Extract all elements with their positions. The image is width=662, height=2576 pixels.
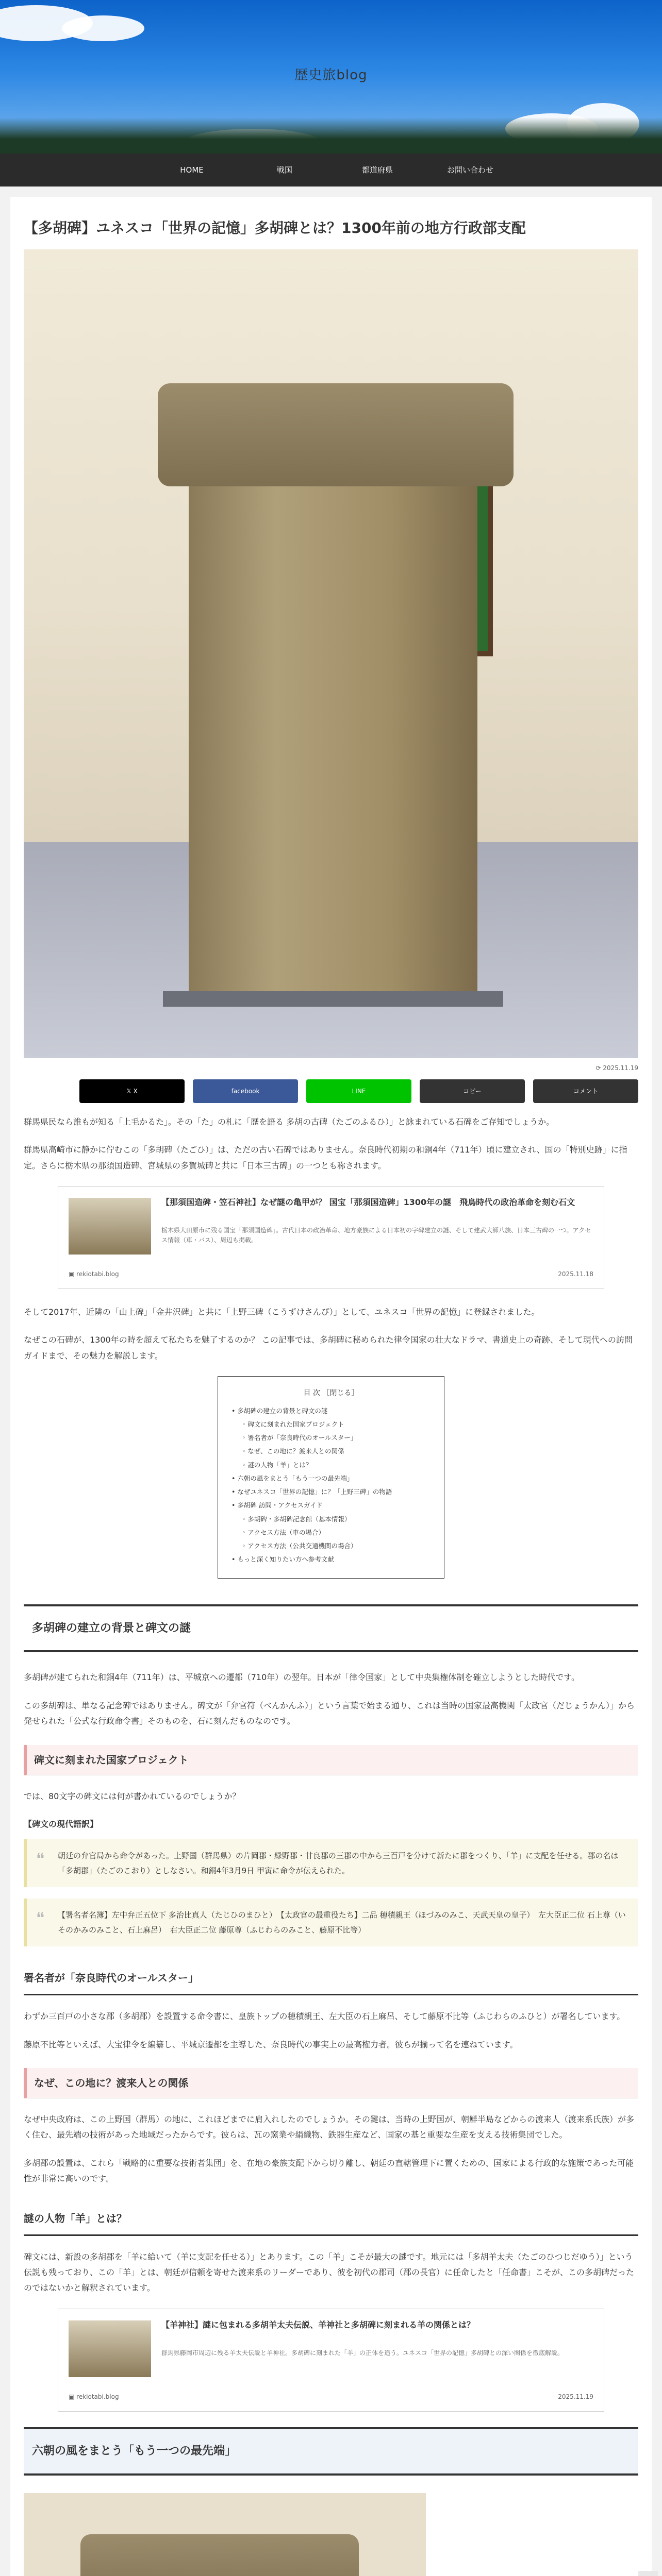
quote-block: ❝ 朝廷の弁官局から命令があった。上野国（群馬県）の片岡郡・緑野郡・甘良郡の三郡の中から三百戸を分けて新たに郡をつくり、「羊」に支配を任せる。郡の名は「多胡郡」（たごのこおり）としなさい。和銅4年3月9日 甲寅に命令が伝えられた。	[24, 1839, 638, 1887]
back-to-top-button[interactable]	[638, 2571, 658, 2576]
post-date: ⟳ 2025.11.19	[595, 1064, 638, 1072]
section-paragraph: なぜ中央政府は、この上野国（群馬）の地に、これほどまでに肩入れしたのでしょうか。その鍵は、当時の上野国が、朝鮮半島などからの渡来人（渡来系氏族）が多く住む、最先端の技術があった地域だったからです。彼らは、瓦の窯業や絹織物、鉄器生産など、国家の基と重要な生産を支える技術集団でした。	[24, 2114, 635, 2140]
paragraph-why: なぜこの石碑が、1300年の時を超えて私たちを魅了するのか？ この記事では、多胡碑に秘められた律令国家の壮大なドラマ、書道史上の奇跡、そして現代への訪問ガイドまで、その魅力を解説します。	[24, 1335, 633, 1361]
page-title: 【多胡碑】ユネスコ「世界の記憶」多胡碑とは？1300年前の地方行政部支配	[24, 219, 526, 236]
section-paragraph: 多胡碑が建てられた和銅4年（711年）は、平城京への遷都（710年）の翌年。日本が「律令国家」として中央集権体制を確立しようとした時代です。	[24, 1672, 580, 1683]
related-post-excerpt: 群馬県藤岡市周辺に残る羊太夫伝説と羊神社。多胡碑に刻まれた「羊」の正体を追う。ユネスコ「世界の記憶」多胡碑との深い関係を徹底解説。	[161, 2349, 564, 2357]
related-post-thumbnail	[69, 2320, 151, 2377]
toc-item[interactable]: ◦ 碑文に刻まれた国家プロジェクト	[231, 1418, 431, 1431]
section-paragraph: 藤原不比等といえば、大宝律令を編纂し、平城京遷都を主導した、奈良時代の事実上の最高権力者。彼らが揃って名を連ねています。	[24, 2039, 518, 2049]
section-heading: 六朝の風をまとう「もう一つの最先端」	[24, 2427, 638, 2476]
related-post-site: ▣ rekiotabi.blog	[69, 1270, 119, 1278]
toc-item[interactable]: • 六朝の風をまとう「もう一つの最先端」	[231, 1472, 431, 1485]
toc-item[interactable]: ◦ 多胡碑・多胡碑記念館（基本情報）	[231, 1513, 431, 1526]
nav-prefectures[interactable]: 都道府県	[361, 165, 393, 175]
toc-item[interactable]: • もっと深く知りたい方へ参考文献	[231, 1553, 431, 1566]
nav-sengoku[interactable]: 戦国	[276, 165, 292, 175]
subsection-heading: 謎の人物「羊」とは？	[24, 2202, 638, 2236]
section-paragraph: わずか三百戸の小さな郡（多胡郡）を設置する命令書に、皇族トップの穂積親王、左大臣の石上麻呂、そして藤原不比等（ふじわらのふひと）が署名しています。	[24, 2011, 625, 2022]
subsection-heading: 署名者が「奈良時代のオールスター」	[24, 1962, 638, 1995]
related-post-card[interactable]	[58, 2309, 604, 2412]
toc-item[interactable]: • 多胡碑 訪問・アクセスガイド	[231, 1499, 431, 1512]
related-post-date: 2025.11.19	[558, 2393, 593, 2400]
related-post-thumbnail	[69, 1198, 151, 1255]
toc-item[interactable]: • 多胡碑の建立の背景と碑文の謎	[231, 1404, 431, 1418]
toc-list	[231, 1404, 431, 1567]
section-paragraph: では、80文字の碑文には何が書かれているのでしょうか？	[24, 1791, 241, 1801]
toc-item[interactable]: ◦ アクセス方法（車の場合）	[231, 1526, 431, 1539]
section-paragraph: 碑文には、新設の多胡郡を「羊に給いて（羊に支配を任せる）」とあります。この「羊」こそが最大の謎です。地元には「多胡羊太夫（たごのひつじだゆう）」という伝説も残っており、この「羊」とは、朝廷が信頼を寄せた渡来系のリーダーであり、彼を初代の郡司（郡の長官）に任命したと「任命書」こそが、この多胡碑だったのではないかと解釈されています。	[24, 2251, 635, 2293]
site-header	[0, 0, 662, 154]
intro-paragraph-2: 群馬県高崎市に静かに佇むこの「多胡碑（たごひ）」は、ただの古い石碑ではありません。奈良時代初期の和銅4年（711年）頃に建立され、国の「特別史跡」に指定。さらに栃木県の那須国造碑、宮城県の多賀城碑と共に「日本三古碑」の一つとも称されます。	[24, 1145, 627, 1171]
paragraph-unesco: そして2017年、近隣の「山上碑」「金井沢碑」と共に「上野三碑（こうずけさんぴ）」として、ユネスコ「世界の記憶」に登録されました。	[24, 1307, 540, 1317]
toc-item[interactable]: ◦ アクセス方法（公共交通機関の場合）	[231, 1539, 431, 1553]
related-post-card[interactable]	[58, 1186, 604, 1289]
toc-title[interactable]: 目 次 ［閉じる］	[303, 1389, 359, 1398]
subsection-heading: 碑文に刻まれた国家プロジェクト	[24, 1745, 638, 1775]
section-paragraph: 多胡郡の設置は、これら「戦略的に重要な技術者集団」を、在地の豪族支配下から切り離し、朝廷の直轄管理下に置くための、国家による行政的な施策であった可能性が非常に高いのです。	[24, 2158, 634, 2184]
share-buttons	[79, 1079, 638, 1103]
nav-contact[interactable]: お問い合わせ	[446, 165, 493, 175]
section-heading: 多胡碑の建立の背景と碑文の謎	[24, 1604, 638, 1653]
share-line-button[interactable]: LINE	[306, 1079, 411, 1103]
section-paragraph: この多胡碑は、単なる記念碑ではありません。碑文が「弁官符（べんかんふ）」という言葉で始まる通り、これは当時の国家最高機関「太政官（だじょうかん）」から発せられた「公式な行政命令書」そのものを、石に刻んだものなのです。	[24, 1700, 635, 1726]
toc-item[interactable]: ◦ 署名者が「奈良時代のオールスター」	[231, 1431, 431, 1445]
related-post-title: 【羊神社】謎に包まれる多胡羊太夫伝説、羊神社と多胡碑に刻まれる羊の関係とは？	[161, 2319, 475, 2330]
toc-item[interactable]: ◦ なぜ、この地に？渡来人との関係	[231, 1445, 431, 1458]
related-post-site: ▣ rekiotabi.blog	[69, 2393, 119, 2400]
global-nav	[0, 154, 662, 187]
related-post-date: 2025.11.18	[558, 1270, 593, 1278]
related-post-title: 【那須国造碑・笠石神社】なぜ謎の亀甲が？ 国宝「那須国造碑」1300年の謎 飛鳥時代の政治革命を刻む石文	[161, 1197, 575, 1207]
share-facebook-button[interactable]: facebook	[193, 1079, 298, 1103]
quote-block: ❝ 【署名者名簿】左中弁正五位下 多治比真人（たじひのまひと） 【太政官の最重役たち】二品 穂積親王（ほづみのみこ、天武天皇の皇子） 左大臣正二位 石上尊（いそのかみのみこと、石上麻呂） 右大臣正二位 藤原尊（ふじわらのみこと、藤原不比等）	[24, 1899, 638, 1946]
tagohi-photo	[24, 249, 638, 1058]
nav-home[interactable]: HOME	[180, 165, 204, 175]
subsection-heading: なぜ、この地に？渡来人との関係	[24, 2068, 638, 2098]
comment-button[interactable]: コメント	[533, 1079, 638, 1103]
toc-item[interactable]: ◦ 謎の人物「羊」とは？	[231, 1459, 431, 1472]
site-title[interactable]: 歴史旅blog	[294, 67, 368, 83]
tagohi-photo	[24, 2493, 426, 2576]
copy-button[interactable]: コピー	[420, 1079, 525, 1103]
table-of-contents	[218, 1376, 444, 1578]
share-x-button[interactable]: 𝕏 X	[79, 1079, 185, 1103]
related-post-excerpt: 栃木県大田原市に残る国宝「那須国造碑」。古代日本の政治革命、地方豪族による日本初の字碑建立の謎、そして建武大師八族、日本三古碑の一つ。アクセス情報（車・バス）、周辺も掲載。	[161, 1226, 591, 1244]
intro-paragraph-1: 群馬県民なら誰もが知る「上毛かるた」。その「た」の札に「歴を語る 多胡の古碑（たごのふるひ）」と詠まれている石碑をご存知でしょうか。	[24, 1116, 555, 1127]
translation-label: 【碑文の現代語訳】	[24, 1819, 98, 1829]
article-card	[10, 197, 652, 2576]
toc-item[interactable]: • なぜユネスコ「世界の記憶」に？「上野三碑」の物語	[231, 1485, 431, 1499]
